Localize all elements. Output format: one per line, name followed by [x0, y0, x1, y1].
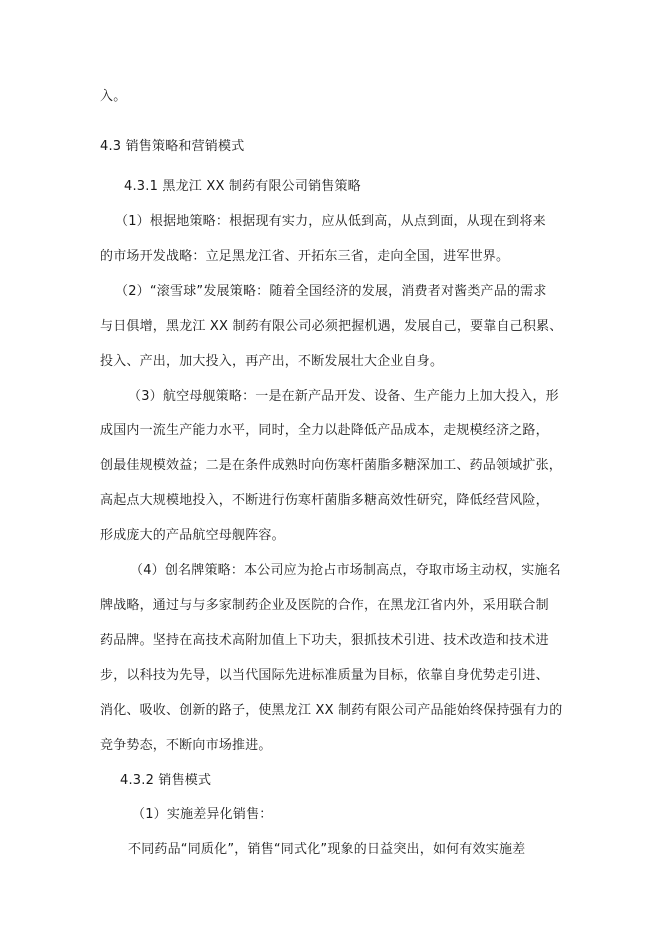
- text-line-15: 牌战略，通过与与多家制药企业及医院的合作，在黑龙江省内外，采用联合制: [100, 598, 549, 613]
- text-line-14: （4）创名牌策略：本公司应为抢占市场制高点，夺取市场主动权，实施名: [130, 563, 561, 578]
- section-heading-4-3: 4.3 销售策略和营销模式: [100, 139, 245, 154]
- text-line-8: 投入、产出，加大投入，再产出，不断发展壮大企业自身。: [100, 354, 444, 369]
- text-line-5: 的市场开发战略：立足黑龙江省、开拓东三省，走向全国，进军世界。: [100, 249, 510, 264]
- text-line-18: 消化、吸收、创新的路子，使黑龙江 XX 制药有限公司产品能始终保持强有力的: [100, 703, 563, 718]
- text-line-22: 不同药品“同质化”，销售“同式化”现象的日益突出，如何有效实施差: [128, 842, 526, 857]
- text-line-6: （2）“滚雪球”发展策略：随着全国经济的发展，消费者对酱类产品的需求: [115, 284, 547, 299]
- text-line-7: 与日俱增，黑龙江 XX 制药有限公司必须把握机遇，发展自己，要靠自己积累、: [100, 319, 563, 334]
- text-line-21: （1）实施差异化销售：: [132, 807, 273, 822]
- text-line-11: 创最佳规模效益；二是在条件成熟时向伤寒杆菌脂多糖深加工、药品领域扩张，: [100, 458, 563, 473]
- subsection-heading-4-3-1: 4.3.1 黑龙江 XX 制药有限公司销售策略: [124, 179, 361, 194]
- text-line-10: 成国内一流生产能力水平，同时，全力以赴降低产品成本，走规模经济之路，: [100, 423, 549, 438]
- text-line-19: 竞争势态，不断向市场推进。: [100, 738, 272, 753]
- text-line-13: 形成庞大的产品航空母舰阵容。: [100, 528, 285, 543]
- text-line-1: 入。: [100, 89, 127, 104]
- subsection-heading-4-3-2: 4.3.2 销售模式: [120, 773, 212, 788]
- text-line-16: 药品牌。坚持在高技术高附加值上下功夫，狠抓技术引进、技术改造和技术进: [100, 633, 549, 648]
- text-line-9: （3）航空母舰策略：一是在新产品开发、设备、生产能力上加大投入，形: [128, 389, 559, 404]
- text-line-4: （1）根据地策略：根据现有实力，应从低到高，从点到面，从现在到将来: [115, 214, 546, 229]
- text-line-12: 高起点大规模地投入，不断进行伤寒杆菌脂多糖高效性研究，降低经营风险，: [100, 493, 549, 508]
- text-line-17: 步，以科技为先导，以当代国际先进标准质量为目标，依靠自身优势走引进、: [100, 668, 549, 683]
